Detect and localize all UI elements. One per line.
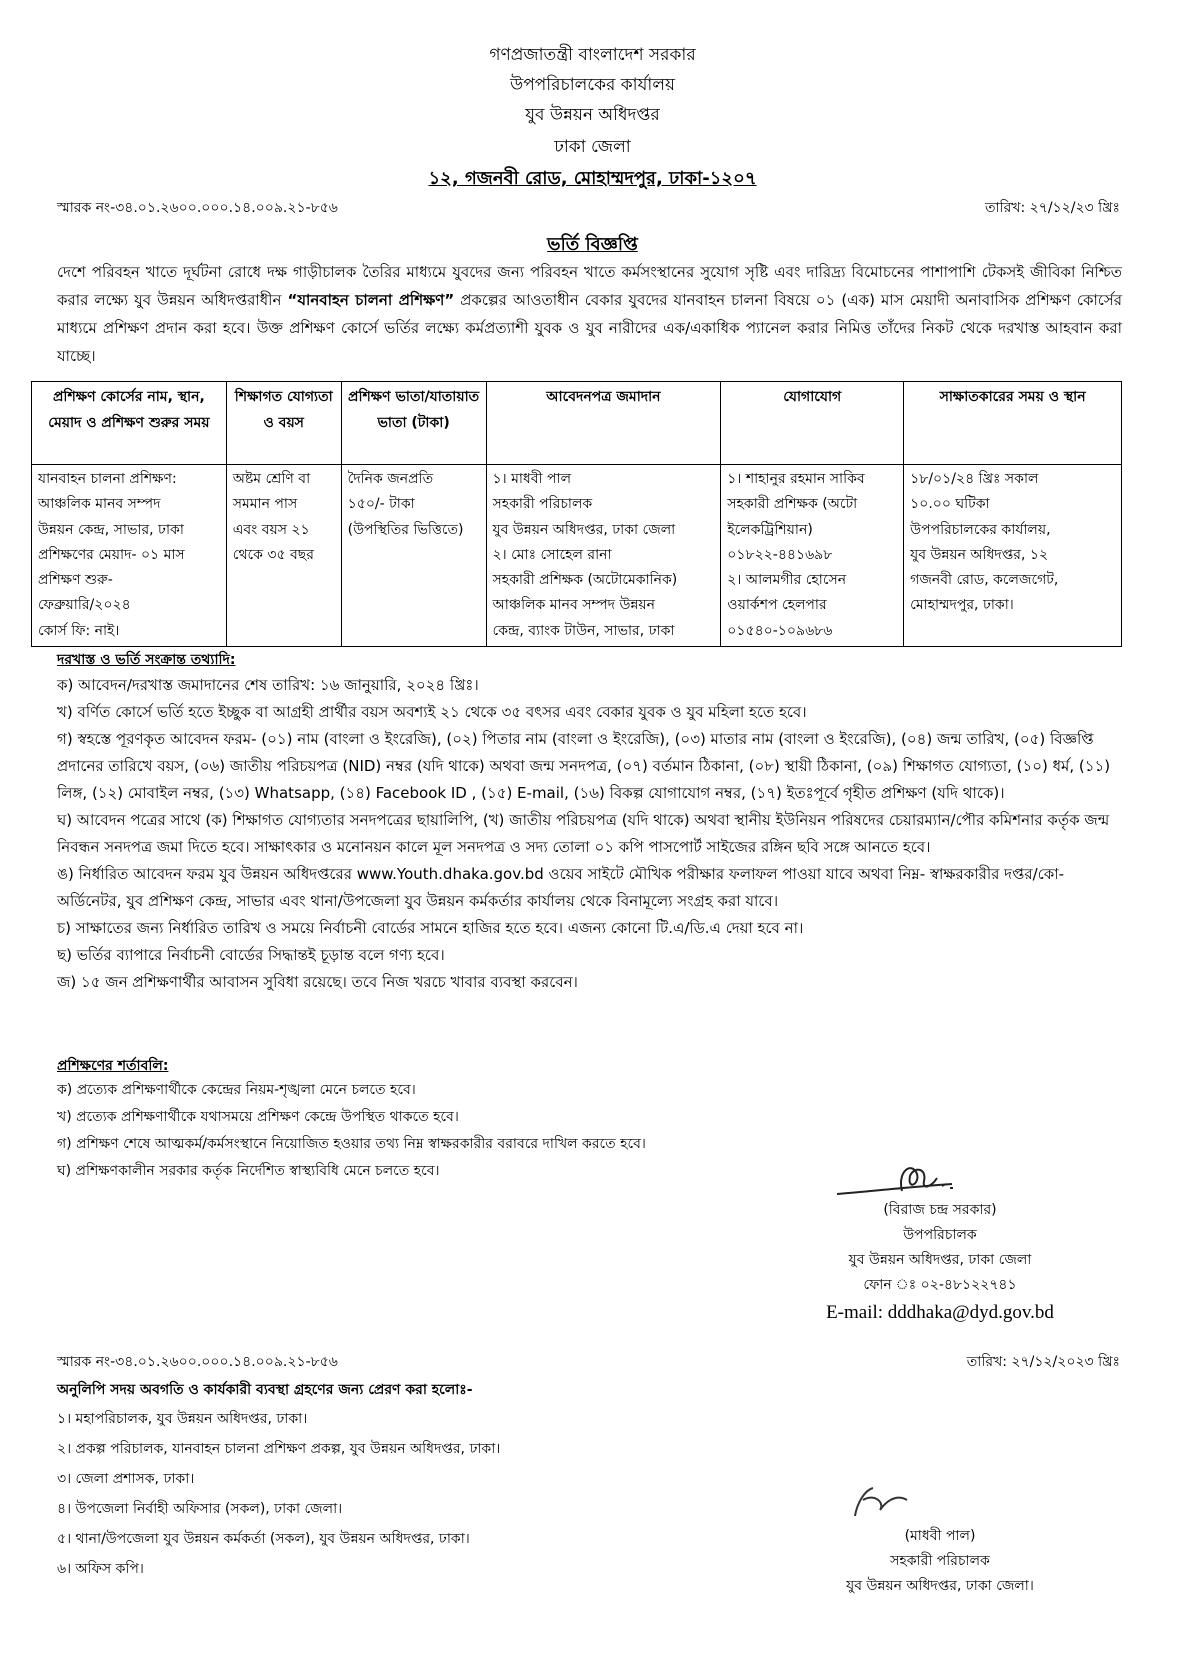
cell-line: গজনবী রোড, কলেজগেট, <box>910 572 1059 589</box>
intro-paragraph <box>57 258 1122 370</box>
cell-line: অষ্টম শ্রেণি বা <box>232 471 311 487</box>
list-item: ৩। জেলা প্রশাসক, ঢাকা। <box>57 1471 195 1487</box>
list-item: ৬। অফিস কপি। <box>57 1561 144 1577</box>
cell-line: ১৫০/- টাকা <box>347 496 415 513</box>
header-district: ঢাকা জেলা <box>554 137 631 157</box>
cell-line: ইলেকট্রিশিয়ান) <box>727 521 813 538</box>
cell-line: সহকারী প্রশিক্ষক (অটো <box>727 496 858 513</box>
cell-line: ০১৫৪০-১০৯৬৮৬ <box>727 622 833 639</box>
cell-line: সহকারী প্রশিক্ষক (অটোমেকানিক) <box>492 572 678 589</box>
notice-title: ভর্তি বিজ্ঞপ্তি <box>547 234 638 255</box>
cell-line: ২। আলমগীর হোসেন <box>727 572 847 589</box>
signature-image <box>832 1146 992 1206</box>
list-item: ১। মহাপরিচালক, যুব উন্নয়ন অধিদপ্তর, ঢাকা। <box>57 1411 308 1427</box>
memo-date: তারিখ: ২৭/১২/২৩ খ্রিঃ <box>985 200 1120 216</box>
list-item: ৫। থানা/উপজেলা যুব উন্নয়ন কর্মকর্তা (সকল), যুব উন্নয়ন অধিদপ্তর, ঢাকা। <box>57 1531 470 1547</box>
list-item: গ) প্রশিক্ষণ শেষে আত্মকর্ম/কর্মসংস্থানে নিয়োজিত হওয়ার তথ্য নিম্ন স্বাক্ষরকারীর বরাবরে দাখিল করতে হবে। <box>57 1136 646 1152</box>
list-item: ২। প্রকল্প পরিচালক, যানবাহন চালনা প্রশিক্ষণ প্রকল্প, যুব উন্নয়ন অধিদপ্তর, ঢাকা। <box>57 1441 501 1457</box>
signature-block-2 <box>780 1524 1100 1599</box>
signer-office: যুব উন্নয়ন অধিদপ্তর, ঢাকা জেলা। <box>846 1578 1034 1594</box>
cell-line: ১। মাধবী পাল <box>492 471 571 487</box>
list-item: চ) সাক্ষাতের জন্য নির্ধারিত তারিখ ও সময়ে নির্বাচনী বোর্ডের সামনে হাজির হতে হবে। এজন্য কোনো টি.এ/ডি.এ দেয়া হবে না। <box>57 919 804 937</box>
cell-line: ২। মোঃ সোহেল রানা <box>492 546 612 563</box>
cell-line: যুব উন্নয়ন অধিদপ্তর, ১২ <box>910 546 1049 563</box>
admission-list <box>57 672 1127 996</box>
list-item: খ) প্রত্যেক প্রশিক্ষণার্থীকে যথাসময়ে প্রশিক্ষণ কেন্দ্রে উপস্থিত থাকতে হবে। <box>57 1109 459 1125</box>
intro-part1: দেশে পরিবহন খাতে দূর্ঘটনা রোধে দক্ষ গাড়ীচালক তৈরির মাধ্যমে যুবদের জন্য পরিবহন খাতে কর্মসংস্থানের সুযোগ সৃষ্টি এবং দারিদ্র্য বিমোচনের পাশাপাশি টেকসই জীবিকা নিশ্চিত করার লক্ষ্যে যুব উন্নয়ন অধিদপ্তরাধীন <box>57 263 1122 309</box>
cell-line: যুব উন্নয়ন অধিদপ্তর, ঢাকা জেলা <box>492 521 676 538</box>
header-department: যুব উন্নয়ন অধিদপ্তর <box>525 105 660 125</box>
cell-line: উন্নয়ন কেন্দ্র, সাভার, ঢাকা <box>38 521 184 538</box>
list-item: ঘ) প্রশিক্ষণকালীন সরকার কর্তৃক নির্দেশিত স্বাস্থ্যবিধি মেনে চলতে হবে। <box>57 1163 440 1179</box>
header-address: ১২, গজনবী রোড, মোহাম্মদপুর, ঢাকা-১২০৭ <box>428 168 757 189</box>
cell-line: আঞ্চলিক মানব সম্পদ উন্নয়ন <box>492 597 655 614</box>
table-cell-qualification <box>226 465 341 647</box>
table-row <box>32 465 1122 647</box>
cell-line: এবং বয়স ২১ <box>232 521 310 538</box>
table-cell-interview <box>904 465 1122 647</box>
cell-line: সমমান পাস <box>232 496 298 513</box>
cell-line: ১০.০০ ঘটিকা <box>910 496 990 513</box>
table-header: সাক্ষাতকারের সময় ও স্থান <box>904 382 1122 465</box>
conditions-title: প্রশিক্ষণের শর্তাবলি: <box>57 1058 169 1074</box>
copies-title: অনুলিপি সদয় অবগতি ও কার্যকারী ব্যবস্থা গ্রহণের জন্য প্রেরণ করা হলোঃ- <box>57 1382 473 1398</box>
cell-line: উপপরিচালকের কার্যালয়, <box>910 521 1051 538</box>
course-table <box>31 381 1122 647</box>
list-item: ছ) ভর্তির ব্যাপারে নির্বাচনী বোর্ডের সিদ্ধান্তই চূড়ান্ত বলে গণ্য হবে। <box>57 946 445 964</box>
intro-highlight: “যানবাহন চালনা প্রশিক্ষণ” <box>287 291 455 309</box>
list-item: গ) স্বহস্তে পূরণকৃত আবেদন ফরম- (০১) নাম (বাংলা ও ইংরেজি), (০২) পিতার নাম (বাংলা ও ইংরেজি), (০৩) মাতার নাম (বাংলা ও ইংরেজি), (০৪) জন্ম তারিখ, (০৫) বিজ্ঞপ্তি প্রদানের তারিখে বয়স, (০৬) জাতীয় পরিচয়পত্র (NID) নম্বর (যদি থাকে) অথবা জন্ম সনদপত্র, (০৭) বর্তমান ঠিকানা, (০৮) স্থায়ী ঠিকানা, (০৯) শিক্ষাগত যোগ্যতা, (১০) ধর্ম, (১১) লিঙ্গ, (১২) মোবাইল নম্বর, (১৩) Whatsapp, (১৪) Facebook ID , (১৫) E-mail, (১৬) বিকল্প যোগাযোগ নম্বর, (১৭) ইতঃপূর্বে গৃহীত প্রশিক্ষণ (যদি থাকে)। <box>57 730 1111 802</box>
table-header: যোগাযোগ <box>721 382 904 465</box>
list-item: ঘ) আবেদন পত্রের সাথে (ক) শিক্ষাগত যোগ্যতার সনদপত্রের ছায়ালিপি, (খ) জাতীয় পরিচয়পত্র (যদি থাকে) অথবা স্থানীয় ইউনিয়ন পরিষদের চেয়ারম্যান/পৌর কমিশনার কর্তৃক জন্ম নিবন্ধন সনদপত্র জমা দিতে হবে। সাক্ষাৎকার ও মনোনয়ন কালে মূল সনদপত্র ও সদ্য তোলা ০১ কপি পাসপোর্ট সাইজের রঙ্গিন ছবি সঙ্গে আনতে হবে। <box>57 811 1110 856</box>
table-header-row <box>32 382 1122 465</box>
table-cell-allowance <box>341 465 486 647</box>
table-header: প্রশিক্ষণ কোর্সের নাম, স্থান, মেয়াদ ও প্রশিক্ষণ শুরুর সময় <box>32 382 227 465</box>
cell-line: ১। শাহানুর রহমান সাকিব <box>727 471 865 487</box>
cell-line: সহকারী পরিচালক <box>492 496 593 513</box>
list-item: ক) আবেদন/দরখাস্ত জমাদানের শেষ তারিখ: ১৬ জানুয়ারি, ২০২৪ খ্রিঃ। <box>57 676 479 694</box>
admission-title: দরখাস্ত ও ভর্তি সংক্রান্ত তথ্যাদি: <box>57 652 236 668</box>
signer-phone: ফোন ঃ ০২-৪৮১২২৭৪১ <box>863 1277 1017 1293</box>
list-item: ঙ) নির্ধারিত আবেদন ফরম যুব উন্নয়ন অধিদপ্তরের www.Youth.dhaka.gov.bd ওয়েব সাইটে মৌখিক পরীক্ষার ফলাফল পাওয়া যাবে অথবা নিম্ন- স্বাক্ষরকারীর দপ্তর/কো-অর্ডিনেটর, যুব প্রশিক্ষণ কেন্দ্র, সাভার এবং থানা/উপজেলা যুব উন্নয়ন কর্মকর্তার কার্যালয় থেকে বিনামূল্যে সংগ্রহ করা যাবে। <box>57 865 1065 910</box>
cell-line: মোহাম্মদপুর, ঢাকা। <box>910 597 1014 614</box>
table-cell-contact <box>721 465 904 647</box>
list-item: ক) প্রত্যেক প্রশিক্ষণার্থীকে কেন্দ্রের নিয়ম-শৃঙ্খলা মেনে চলতে হবে। <box>57 1082 416 1098</box>
list-item: জ) ১৫ জন প্রশিক্ষণার্থীর আবাসন সুবিধা রয়েছে। তবে নিজ খরচে খাবার ব্যবস্থা করবেন। <box>57 973 578 991</box>
cell-line: আঞ্চলিক মানব সম্পদ <box>38 496 161 513</box>
intro-part2: প্রকল্পের আওতাধীন বেকার যুবদের যানবাহন চালনা বিষয়ে ০১ (এক) মাস মেয়াদী অনাবাসিক প্রশিক্ষণ কোর্সের মাধ্যমে প্রশিক্ষণ প্রদান করা হবে। উক্ত প্রশিক্ষণ কোর্সে ভর্তির লক্ষ্যে কর্মপ্রত্যাশী যুবক ও যুব নারীদের এক/একাধিক প্যানেল করার নিমিত্ত তাঁদের নিকট থেকে দরখাস্ত আহবান করা যাচ্ছে। <box>57 291 1122 365</box>
cell-line: প্রশিক্ষণের মেয়াদ- ০১ মাস <box>38 546 185 563</box>
cell-line: (উপস্থিতির ভিত্তিতে) <box>347 521 464 538</box>
cell-line: কেন্দ্র, ব্যাংক টাউন, সাভার, ঢাকা <box>492 622 675 639</box>
table-header: শিক্ষাগত যোগ্যতা ও বয়স <box>226 382 341 465</box>
cell-line: ০১৮২২-৪৪১৬৯৮ <box>727 546 833 563</box>
signer-name: (মাধবী পাল) <box>904 1528 976 1544</box>
memo2-ref: স্মারক নং-৩৪.০১.২৬০০.০০০.১৪.০০৯.২১-৮৫৬ <box>57 1354 338 1370</box>
cell-line: থেকে ৩৫ বছর <box>232 546 314 563</box>
cell-line: যানবাহন চালনা প্রশিক্ষণ: <box>38 471 177 487</box>
signature-block-1 <box>780 1198 1100 1328</box>
header-office: উপপরিচালকের কার্যালয় <box>509 75 675 95</box>
table-cell-submission <box>486 465 721 647</box>
cell-line: ফেব্রুয়ারি/২০২৪ <box>38 597 131 614</box>
table-header: আবেদনপত্র জমাদান <box>486 382 721 465</box>
memo-ref: স্মারক নং-৩৪.০১.২৬০০.০০০.১৪.০০৯.২১-৮৫৬ <box>57 200 338 216</box>
cell-line: কোর্স ফি: নাই। <box>38 622 120 639</box>
table-header: প্রশিক্ষণ ভাতা/যাতায়াত ভাতা (টাকা) <box>341 382 486 465</box>
copies-list <box>57 1404 500 1584</box>
cell-line: ওয়ার্কশপ হেলপার <box>727 597 827 614</box>
cell-line: ১৮/০১/২৪ খ্রিঃ সকাল <box>910 471 1039 487</box>
cell-line: দৈনিক জনপ্রতি <box>347 471 434 487</box>
list-item: ৪। উপজেলা নির্বাহী অফিসার (সকল), ঢাকা জেলা। <box>57 1501 343 1517</box>
signer-name: (বিরাজ চন্দ্র সরকার) <box>883 1202 997 1218</box>
memo2-date: তারিখ: ২৭/১২/২০২৩ খ্রিঃ <box>966 1354 1120 1370</box>
signer-designation: উপপরিচালক <box>903 1227 977 1243</box>
table-cell-course <box>32 465 227 647</box>
signer-email: E-mail: dddhaka@dyd.gov.bd <box>826 1302 1054 1323</box>
signer-designation: সহকারী পরিচালক <box>890 1553 990 1569</box>
header-govt: গণপ্রজাতন্ত্রী বাংলাদেশ সরকার <box>489 45 696 65</box>
signer-office: যুব উন্নয়ন অধিদপ্তর, ঢাকা জেলা <box>848 1252 1032 1268</box>
list-item: খ) বর্ণিত কোর্সে ভর্তি হতে ইচ্ছুক বা আগ্রহী প্রার্থীর বয়স অবশ্যই ২১ থেকে ৩৫ বৎসর এবং বেকার যুবক ও যুব মহিলা হতে হবে। <box>57 703 807 721</box>
cell-line: প্রশিক্ষণ শুরু- <box>38 572 113 589</box>
signature-image <box>845 1478 925 1523</box>
